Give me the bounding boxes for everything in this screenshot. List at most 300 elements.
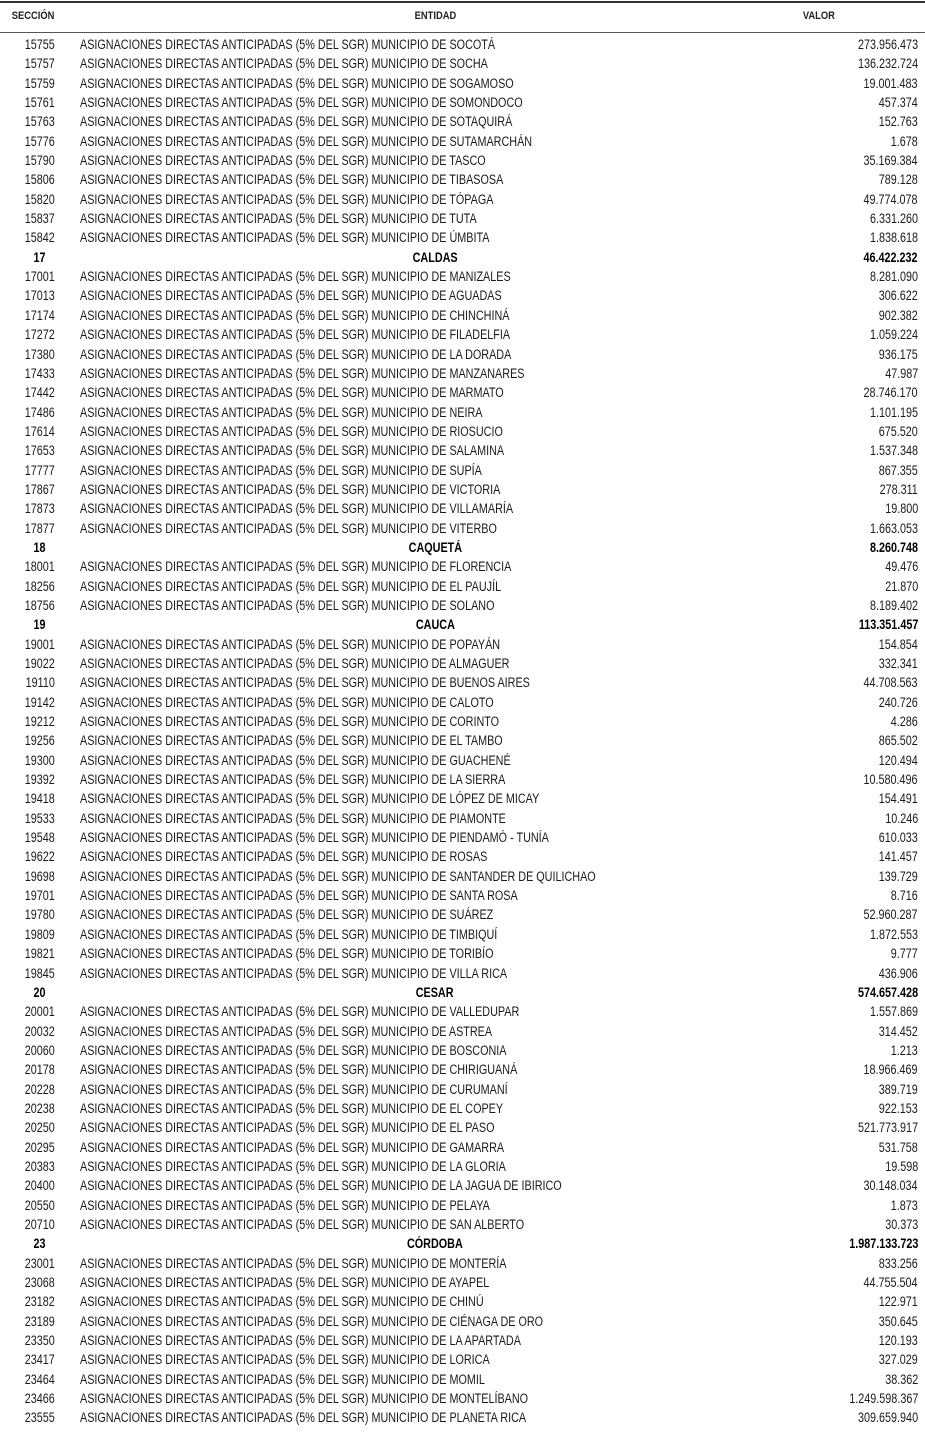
section-code-cell <box>0 867 80 886</box>
department-name-cell <box>0 1234 870 1253</box>
value: 1.537.348 <box>869 443 918 459</box>
section-code: 15755 <box>24 37 56 52</box>
section-code-cell <box>0 635 80 654</box>
section-code-cell <box>0 461 80 480</box>
budget-table-body <box>0 35 925 1428</box>
section-code: 15820 <box>24 191 56 207</box>
value-cell <box>869 693 918 712</box>
value-cell <box>884 712 918 731</box>
value-cell <box>869 847 918 866</box>
table-row <box>0 1118 925 1137</box>
table-row <box>0 751 925 770</box>
value: 9.777 <box>890 946 918 962</box>
table-row <box>0 1099 925 1118</box>
value: 833.256 <box>878 1255 918 1271</box>
entity-name-cell <box>80 925 602 944</box>
value-cell <box>869 828 918 847</box>
value-cell <box>869 286 918 305</box>
entity-name-cell <box>80 867 725 886</box>
entity-name: ASIGNACIONES DIRECTAS ANTICIPADAS (5% DEL SGR) MUNICIPIO DE LA SIERRA <box>80 772 506 788</box>
section-code: 19701 <box>24 888 56 904</box>
entity-name: ASIGNACIONES DIRECTAS ANTICIPADAS (5% DEL SGR) MUNICIPIO DE SANTA ROSA <box>80 888 518 904</box>
section-code-cell <box>0 944 80 963</box>
table-row <box>0 190 925 209</box>
table-row <box>0 35 925 54</box>
value: 1.663.053 <box>869 520 918 536</box>
section-code: 17867 <box>24 481 56 497</box>
table-row <box>0 1408 925 1427</box>
entity-name-cell <box>80 654 617 673</box>
value-cell <box>869 867 918 886</box>
table-row <box>0 54 925 73</box>
department-total: 1.987.133.723 <box>848 1236 918 1252</box>
department-total-cell <box>850 248 918 267</box>
top-rule <box>0 1 925 3</box>
entity-name-cell <box>80 905 597 924</box>
entity-name: ASIGNACIONES DIRECTAS ANTICIPADAS (5% DEL SGR) MUNICIPIO DE SANTANDER DE QUILICHAO <box>80 868 596 884</box>
section-code: 15761 <box>24 95 56 111</box>
section-code-cell <box>0 228 80 247</box>
value: 49.774.078 <box>863 191 918 207</box>
value: 1.873 <box>890 1197 918 1213</box>
value-cell <box>869 306 918 325</box>
section-code-cell <box>0 1196 80 1215</box>
section-code-cell <box>0 964 80 983</box>
value: 1.678 <box>890 133 918 149</box>
entity-name: ASIGNACIONES DIRECTAS ANTICIPADAS (5% DEL SGR) MUNICIPIO DE VILLA RICA <box>80 965 508 981</box>
department-name: CALDAS <box>412 249 458 265</box>
table-row <box>0 1254 925 1273</box>
section-code: 20032 <box>24 1023 56 1039</box>
section-code: 19001 <box>24 636 56 652</box>
value-cell <box>850 383 918 402</box>
table-row <box>0 1002 925 1021</box>
entity-name: ASIGNACIONES DIRECTAS ANTICIPADAS (5% DEL SGR) MUNICIPIO DE CHINÚ <box>80 1294 484 1310</box>
section-code: 20710 <box>24 1216 56 1232</box>
section-code: 17442 <box>24 385 56 401</box>
section-code-cell <box>0 789 80 808</box>
section-code: 23555 <box>24 1410 56 1426</box>
entity-name: ASIGNACIONES DIRECTAS ANTICIPADAS (5% DEL SGR) MUNICIPIO DE ALMAGUER <box>80 656 510 671</box>
section-code-cell <box>0 770 80 789</box>
entity-name-cell <box>80 828 666 847</box>
header-rule <box>0 32 925 33</box>
value: 309.659.940 <box>857 1410 918 1426</box>
entity-name: ASIGNACIONES DIRECTAS ANTICIPADAS (5% DEL SGR) MUNICIPIO DE ASTREA <box>80 1023 493 1039</box>
value-cell <box>869 1099 918 1118</box>
entity-name-cell <box>80 228 592 247</box>
value-cell <box>858 519 918 538</box>
entity-name-cell <box>80 499 621 518</box>
section-code: 18 <box>33 539 47 555</box>
section-code-cell <box>0 93 80 112</box>
entity-name-cell <box>80 325 618 344</box>
value: 675.520 <box>878 423 918 439</box>
entity-name: ASIGNACIONES DIRECTAS ANTICIPADAS (5% DEL SGR) MUNICIPIO DE TUTA <box>80 211 477 227</box>
value-cell <box>869 112 918 131</box>
section-code-cell <box>0 132 80 151</box>
table-row <box>0 1196 925 1215</box>
entity-name-cell <box>80 770 612 789</box>
department-total-cell <box>843 983 918 1002</box>
section-code: 19256 <box>24 733 56 749</box>
entity-name: ASIGNACIONES DIRECTAS ANTICIPADAS (5% DEL SGR) MUNICIPIO DE NEIRA <box>80 404 483 420</box>
value-cell <box>869 751 918 770</box>
section-code: 20400 <box>24 1178 56 1194</box>
entity-name-cell <box>80 944 597 963</box>
entity-name: ASIGNACIONES DIRECTAS ANTICIPADAS (5% DEL SGR) MUNICIPIO DE GUACHENÉ <box>80 752 511 768</box>
value: 1.838.618 <box>869 230 918 246</box>
section-code: 15806 <box>24 172 56 188</box>
value-cell <box>869 1138 918 1157</box>
table-row <box>0 828 925 847</box>
section-code: 20 <box>33 984 47 1000</box>
value-cell <box>869 93 918 112</box>
section-code-cell <box>0 1292 80 1311</box>
table-row <box>0 325 925 344</box>
value-cell <box>858 441 918 460</box>
section-code-cell <box>0 925 80 944</box>
table-row <box>0 809 925 828</box>
value-cell <box>858 228 918 247</box>
table-row <box>0 712 925 731</box>
table-row <box>0 557 925 576</box>
value: 1.557.869 <box>869 1004 918 1020</box>
entity-name-cell <box>80 693 597 712</box>
section-code: 19821 <box>24 946 56 962</box>
value: 278.311 <box>879 481 918 497</box>
value: 136.232.724 <box>857 56 918 72</box>
value: 19.598 <box>884 1158 918 1174</box>
value-cell <box>843 1118 918 1137</box>
entity-name: ASIGNACIONES DIRECTAS ANTICIPADAS (5% DEL SGR) MUNICIPIO DE TORIBÍO <box>80 946 494 962</box>
section-code-cell <box>0 74 80 93</box>
section-code-cell <box>0 1389 80 1408</box>
entity-name-cell <box>80 345 619 364</box>
entity-name: ASIGNACIONES DIRECTAS ANTICIPADAS (5% DEL SGR) MUNICIPIO DE VALLEDUPAR <box>80 1004 520 1020</box>
entity-name: ASIGNACIONES DIRECTAS ANTICIPADAS (5% DEL SGR) MUNICIPIO DE SOGAMOSO <box>80 75 514 91</box>
entity-name-cell <box>80 267 618 286</box>
value-cell <box>850 1060 918 1079</box>
value-cell <box>858 596 918 615</box>
section-code-cell <box>0 267 80 286</box>
value: 44.708.563 <box>863 675 918 691</box>
entity-name: ASIGNACIONES DIRECTAS ANTICIPADAS (5% DEL SGR) MUNICIPIO DE BOSCONIA <box>80 1042 507 1058</box>
entity-name-cell <box>80 132 645 151</box>
entity-name: ASIGNACIONES DIRECTAS ANTICIPADAS (5% DEL SGR) MUNICIPIO DE SOCOTÁ <box>80 37 496 52</box>
entity-name-cell <box>80 93 633 112</box>
value-cell <box>884 132 918 151</box>
entity-name-cell <box>80 364 636 383</box>
table-row <box>0 673 925 692</box>
entity-name-cell <box>80 441 610 460</box>
value: 4.286 <box>890 714 918 730</box>
section-code-cell <box>0 35 80 54</box>
entity-name-cell <box>80 847 589 866</box>
value: 1.213 <box>890 1042 918 1058</box>
table-row <box>0 519 925 538</box>
value: 30.148.034 <box>863 1178 918 1194</box>
entity-name-cell <box>80 170 609 189</box>
value: 8.716 <box>890 888 918 904</box>
value: 8.189.402 <box>869 597 918 613</box>
section-code-cell <box>0 1331 80 1350</box>
value-cell <box>877 557 918 576</box>
value-cell <box>869 789 918 808</box>
table-row <box>0 770 925 789</box>
entity-name-cell <box>80 1176 682 1195</box>
entity-name-cell <box>80 1292 585 1311</box>
table-row <box>0 422 925 441</box>
table-row <box>0 964 925 983</box>
value: 21.870 <box>884 578 918 594</box>
table-row <box>0 132 925 151</box>
section-code-cell <box>0 1273 80 1292</box>
department-total-row <box>0 248 925 267</box>
entity-name: ASIGNACIONES DIRECTAS ANTICIPADAS (5% DEL SGR) MUNICIPIO DE SOMONDOCO <box>80 95 523 111</box>
value: 6.331.260 <box>869 211 918 227</box>
department-total: 113.351.457 <box>858 617 918 633</box>
entity-name-cell <box>80 1331 631 1350</box>
value-cell <box>869 1022 918 1041</box>
section-code: 23189 <box>24 1313 56 1329</box>
section-code: 15790 <box>24 153 56 169</box>
table-row <box>0 170 925 189</box>
entity-name: ASIGNACIONES DIRECTAS ANTICIPADAS (5% DEL SGR) MUNICIPIO DE PLANETA RICA <box>80 1410 527 1426</box>
entity-name-cell <box>80 1041 613 1060</box>
table-row <box>0 944 925 963</box>
section-code: 17873 <box>24 501 56 517</box>
entity-name: ASIGNACIONES DIRECTAS ANTICIPADAS (5% DEL SGR) MUNICIPIO DE MONTERÍA <box>80 1255 507 1271</box>
value: 240.726 <box>878 694 918 710</box>
section-code-cell <box>0 1002 80 1021</box>
section-code-cell <box>0 1022 80 1041</box>
column-header-valor <box>800 10 838 22</box>
column-header-entidad-label: ENTIDAD <box>414 10 456 22</box>
table-row <box>0 364 925 383</box>
value-cell <box>858 403 918 422</box>
value: 922.153 <box>878 1100 918 1116</box>
section-code: 15763 <box>24 114 56 130</box>
value-cell <box>884 886 918 905</box>
value: 327.029 <box>878 1352 918 1368</box>
section-code-cell <box>0 1370 80 1389</box>
entity-name-cell <box>80 286 607 305</box>
table-row <box>0 74 925 93</box>
table-row <box>0 1060 925 1079</box>
table-row <box>0 1389 925 1408</box>
department-name: CAUCA <box>415 617 455 633</box>
department-total-row <box>0 538 925 557</box>
value-cell <box>869 422 918 441</box>
department-total: 8.260.748 <box>869 539 918 555</box>
section-code-cell <box>0 1176 80 1195</box>
entity-name: ASIGNACIONES DIRECTAS ANTICIPADAS (5% DEL SGR) MUNICIPIO DE PIAMONTE <box>80 810 506 826</box>
section-code-cell <box>0 54 80 73</box>
entity-name: ASIGNACIONES DIRECTAS ANTICIPADAS (5% DEL SGR) MUNICIPIO DE CORINTO <box>80 714 500 730</box>
section-code-cell <box>0 886 80 905</box>
value: 1.249.598.367 <box>848 1391 918 1407</box>
value: 521.773.917 <box>857 1120 918 1136</box>
entity-name-cell <box>80 461 582 480</box>
entity-name: ASIGNACIONES DIRECTAS ANTICIPADAS (5% DEL SGR) MUNICIPIO DE SUPÍA <box>80 462 482 478</box>
entity-name-cell <box>80 596 598 615</box>
table-row <box>0 1041 925 1060</box>
value: 789.128 <box>878 172 918 188</box>
column-header-entidad <box>0 10 870 22</box>
entity-name-cell <box>80 1389 640 1408</box>
section-code: 20383 <box>24 1158 56 1174</box>
section-code-cell <box>0 286 80 305</box>
section-code: 18256 <box>24 578 56 594</box>
entity-name: ASIGNACIONES DIRECTAS ANTICIPADAS (5% DEL SGR) MUNICIPIO DE GAMARRA <box>80 1139 505 1155</box>
section-code-cell <box>0 809 80 828</box>
entity-name-cell <box>80 789 654 808</box>
table-row <box>0 383 925 402</box>
section-code: 17877 <box>24 520 56 536</box>
section-code: 19142 <box>24 694 56 710</box>
section-code-cell <box>0 1408 80 1427</box>
value-cell <box>869 654 918 673</box>
value-cell <box>869 964 918 983</box>
value: 457.374 <box>878 95 918 111</box>
table-row <box>0 112 925 131</box>
entity-name-cell <box>80 1273 592 1292</box>
section-code: 20178 <box>24 1062 56 1078</box>
value: 332.341 <box>878 656 918 671</box>
value-cell <box>877 364 918 383</box>
entity-name: ASIGNACIONES DIRECTAS ANTICIPADAS (5% DEL SGR) MUNICIPIO DE EL TAMBO <box>80 733 503 749</box>
section-code: 17 <box>33 249 47 265</box>
section-code: 19809 <box>24 926 56 942</box>
section-code: 17174 <box>24 307 56 323</box>
entity-name-cell <box>80 190 597 209</box>
table-row <box>0 461 925 480</box>
entity-name: ASIGNACIONES DIRECTAS ANTICIPADAS (5% DEL SGR) MUNICIPIO DE FILADELFIA <box>80 327 511 343</box>
value: 436.906 <box>878 965 918 981</box>
section-code-cell <box>0 1060 80 1079</box>
table-row <box>0 480 925 499</box>
value: 902.382 <box>878 307 918 323</box>
entity-name: ASIGNACIONES DIRECTAS ANTICIPADAS (5% DEL SGR) MUNICIPIO DE POPAYÁN <box>80 636 501 652</box>
entity-name: ASIGNACIONES DIRECTAS ANTICIPADAS (5% DEL SGR) MUNICIPIO DE TASCO <box>80 153 486 169</box>
entity-name: ASIGNACIONES DIRECTAS ANTICIPADAS (5% DEL SGR) MUNICIPIO DE BUENOS AIRES <box>80 675 530 691</box>
value: 10.580.496 <box>863 772 918 788</box>
section-code-cell <box>0 596 80 615</box>
table-row <box>0 1312 925 1331</box>
entity-name-cell <box>80 1060 627 1079</box>
value-cell <box>869 170 918 189</box>
table-row <box>0 654 925 673</box>
value-cell <box>858 925 918 944</box>
table-row <box>0 925 925 944</box>
section-code: 23182 <box>24 1294 56 1310</box>
value: 139.729 <box>878 868 918 884</box>
table-row <box>0 577 925 596</box>
value: 122.971 <box>878 1294 918 1310</box>
table-row <box>0 499 925 518</box>
entity-name: ASIGNACIONES DIRECTAS ANTICIPADAS (5% DEL SGR) MUNICIPIO DE LA GLORIA <box>80 1158 506 1174</box>
entity-name-cell <box>80 1157 612 1176</box>
table-row <box>0 1350 925 1369</box>
department-total-cell <box>858 538 918 557</box>
section-code: 19212 <box>24 714 56 730</box>
section-code-cell <box>0 499 80 518</box>
value: 531.758 <box>878 1139 918 1155</box>
entity-name-cell <box>80 209 576 228</box>
section-code-cell <box>0 403 80 422</box>
entity-name-cell <box>80 886 627 905</box>
entity-name-cell <box>80 635 605 654</box>
entity-name: ASIGNACIONES DIRECTAS ANTICIPADAS (5% DEL SGR) MUNICIPIO DE SALAMINA <box>80 443 505 459</box>
department-name: CAQUETÁ <box>408 539 462 555</box>
entity-name: ASIGNACIONES DIRECTAS ANTICIPADAS (5% DEL SGR) MUNICIPIO DE EL COPEY <box>80 1100 504 1116</box>
value: 865.502 <box>878 733 918 749</box>
entity-name: ASIGNACIONES DIRECTAS ANTICIPADAS (5% DEL SGR) MUNICIPIO DE CURUMANÍ <box>80 1081 508 1097</box>
entity-name-cell <box>80 1002 629 1021</box>
table-row <box>0 1370 925 1389</box>
value-cell <box>850 74 918 93</box>
department-total-row <box>0 615 925 634</box>
table-row <box>0 596 925 615</box>
section-code-cell <box>0 345 80 364</box>
section-code-cell <box>0 383 80 402</box>
section-code: 23464 <box>24 1371 56 1387</box>
value-cell <box>858 209 918 228</box>
department-name: CESAR <box>416 984 454 1000</box>
value: 19.001.483 <box>863 75 918 91</box>
value-cell <box>869 1350 918 1369</box>
value-cell <box>869 731 918 750</box>
section-code: 17380 <box>24 346 56 362</box>
value: 10.246 <box>884 810 918 826</box>
entity-name: ASIGNACIONES DIRECTAS ANTICIPADAS (5% DEL SGR) MUNICIPIO DE AYAPEL <box>80 1275 490 1290</box>
value: 1.872.553 <box>869 926 918 942</box>
section-code-cell <box>0 325 80 344</box>
section-code: 19 <box>33 617 47 633</box>
section-code: 17001 <box>24 269 56 285</box>
entity-name: ASIGNACIONES DIRECTAS ANTICIPADAS (5% DEL SGR) MUNICIPIO DE LA DORADA <box>80 346 512 362</box>
entity-name-cell <box>80 519 601 538</box>
entity-name-cell <box>80 35 599 54</box>
entity-name-cell <box>80 964 614 983</box>
entity-name: ASIGNACIONES DIRECTAS ANTICIPADAS (5% DEL SGR) MUNICIPIO DE MANIZALES <box>80 269 511 285</box>
value: 35.169.384 <box>863 153 918 169</box>
entity-name-cell <box>80 1196 592 1215</box>
entity-name: ASIGNACIONES DIRECTAS ANTICIPADAS (5% DEL SGR) MUNICIPIO DE VILLAMARÍA <box>80 501 514 517</box>
section-code-cell <box>0 364 80 383</box>
section-code-cell <box>0 151 80 170</box>
table-row <box>0 403 925 422</box>
entity-name-cell <box>80 577 606 596</box>
section-code-cell <box>0 673 80 692</box>
entity-name-cell <box>80 1118 598 1137</box>
table-row <box>0 635 925 654</box>
section-code: 17433 <box>24 365 56 381</box>
section-code-cell <box>0 1254 80 1273</box>
section-code-cell <box>0 828 80 847</box>
value-cell <box>858 325 918 344</box>
value: 610.033 <box>878 830 918 846</box>
entity-name: ASIGNACIONES DIRECTAS ANTICIPADAS (5% DEL SGR) MUNICIPIO DE LA JAGUA DE IBIRICO <box>80 1178 562 1194</box>
table-row <box>0 1157 925 1176</box>
value-cell <box>869 635 918 654</box>
value: 8.281.090 <box>869 269 918 285</box>
entity-name-cell <box>80 112 620 131</box>
section-code-cell <box>0 1080 80 1099</box>
entity-name-cell <box>80 403 583 422</box>
section-code-cell <box>0 712 80 731</box>
